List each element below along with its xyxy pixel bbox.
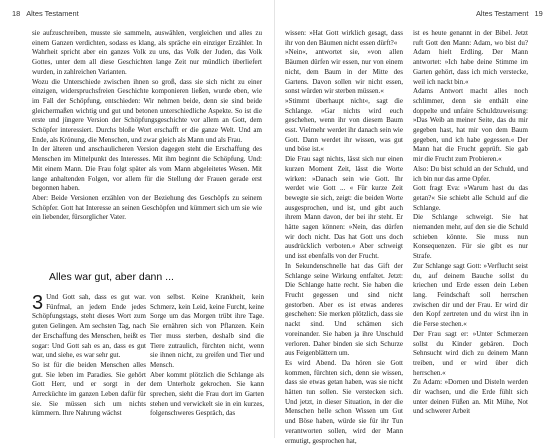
text-column-a <box>32 293 146 438</box>
column-paragraph: Der Frau sagt er: »Unter Schmerzen sollst du Kinder gebären. Doch Sehnsucht wird dich zu deinem Mann treiben, und er wird über dich herrschen.« <box>413 329 528 377</box>
page-number-left: 18 <box>12 9 21 18</box>
column-paragraph: Also: Du bist schuld an der Schuld, und ich bin nur das arme Opfer. <box>413 164 528 183</box>
section-heading: Alles war gut, aber dann ... <box>49 271 174 283</box>
page-gutter <box>274 0 275 438</box>
intro-paragraph: Wozu die Unterschiede zwischen ihnen so groß, dass sie sich nicht zu einer einzigen, widerspruchsfreien Geschichte komponieren ließen, wurde eben, wie im Fall der Schöpfung, entschieden: Wir nehmen beide, denn sie sind beide gleichermaßen wichtig und gut und betonen unterschiedliche Aspekte. So ist die erste und jüngere Version der Schöpfungsgeschichte vor allem an Gott, dem Schöpfer interessiert. Durchs bloße Wort erschafft er die ganze Welt. Und am Ende, als Krönung, die Menschen, und zwar gleich als Mann und als Frau. <box>32 77 262 144</box>
running-title-right: Altes Testament <box>476 9 529 18</box>
page-number-right: 19 <box>534 9 543 18</box>
running-head-left <box>12 9 79 18</box>
column-paragraph: Zur Schlange sagt Gott: »Verflucht seist du, auf deinem Bauche sollst du kriechen und Erde essen dein Leben lang. Feindschaft soll herrschen zwischen dir und der Frau. Er wird dir den Kopf zertreten und du wirst ihn in die Ferse stechen.« <box>413 261 528 329</box>
column-paragraph: Adams Antwort macht alles noch schlimmer, denn sie enthält eine doppelte und unfaire Schuldzuweisung: »Das Weib an meiner Seite, das du mir gegeben hast, hat mir von dem Baum gegeben, und ich habe gegessen.« Der Mann hat die Frucht geprüft. Sie gab mir die Frucht zum Probieren.« <box>413 87 528 164</box>
text-column-b <box>150 293 264 438</box>
intro-paragraph: sie aufzuschreiben, musste sie sammeln, auswählen, vergleichen und alles zu einem Ganzen verdichten, sodass es klang, als spräche ein einziger Erzähler. In Wahrheit spricht aber ein ganzes Volk zu uns, das Volk der Juden, das Volk Gottes, unter dem all diese Geschichten lange Zeit nur mündlich überliefert wurden, in zahlreichen Varianten. <box>32 29 262 76</box>
column-paragraph: Zu Adam: »Dornen und Disteln werden dir wachsen, und die Erde fühlt sich unter deinen Füßen an. Mit Mühe, Not und schwerer Arbeit <box>413 378 528 416</box>
column-paragraph: von selbst. Keine Krankheit, kein Schmerz, kein Leid, keine Furcht, keine Sorge um das Morgen trübt ihre Tage. Sie ernähren sich von Pflanzen. Kein Tier muss sterben, deshalb sind die Tiere zutraulich, fürchten nicht, wenn sie ihnen nicht, zu greifen und Tier und Mensch. <box>150 293 264 369</box>
intro-paragraph: Aber: Beide Versionen erzählen von der Beziehung des Geschöpfs zu seinem Schöpfer. Gott hat Interesse an seinen Geschöpfen und kümmert sich um sie wie ein liebender, fürsorglicher Vater. <box>32 193 262 222</box>
column-paragraph: »Stimmt überhaupt nicht«, sagt die Schlange. »Gar nichts wird euch geschehen, wenn ihr von diesem Baum esst. Vielmehr werdet ihr danach sein wie Gott. Dann werdet ihr wissen, was gut und böse ist.« <box>285 96 403 154</box>
text-column-d <box>413 29 528 438</box>
column-paragraph: Die Frau sagt nichts, lässt sich nur einen kurzen Moment Zeit, lässt die Worte wirken: »Danach sein wie Gott. Ihr werdet wie Gott ... « Für kurze Zeit bewegte sie sich, zeigt: die beiden Worte ausgesprochen, und ist, und gibt auch ihrem Mann davon, der bei ihr steht. Er hätte sagen können: »Nein, das dürfen wir doch nicht. Das hat Gott uns doch ausdrücklich verboten.« Aber schweigt und isst ebenfalls von der Frucht. <box>285 155 403 261</box>
column-paragraph-text: Und Gott sah, dass es gut war. Fünfmal, an jedem Ende jedes Schöpfungstags, steht dieses Wort zum guten Gelingen. Am sechsten Tag, nach der Erschaffung des Menschen, heißt es sogar: Und Gott sah es an, dass es gut war, und siehe, es war sehr gut. <box>32 293 146 360</box>
column-paragraph: Die Schlange schweigt. Sie hat niemanden mehr, auf den sie die Schuld schieben könnte. Sie muss nun Konsequenzen. Für sie gibt es nur Strafe. <box>413 213 528 261</box>
text-column-c <box>285 29 403 445</box>
column-paragraph: Aber kommt plötzlich die Schlange als dem Unterholz gekrochen. Sie kann sprechen, sieht die Frau dort im Garten stehen und verwickelt sie in ein kurzes, folgenschweres Gespräch, das <box>150 370 264 418</box>
running-head-right <box>476 9 543 18</box>
column-paragraph: »Nein«, antwortet sie, »von allen Bäumen dürfen wir essen, nur von einem nicht, dem Baum in der Mitte des Gartens. Davon sollen wir nicht essen, sonst würden wir sterben müssen.« <box>285 48 403 96</box>
column-paragraph: wissen: »Hat Gott wirklich gesagt, dass ihr von den Bäumen nicht essen dürft?« <box>285 29 403 47</box>
column-paragraph: ist es heute genannt in der Bibel. Jetzt ruft Gott den Mann: Adam, wo bist du? Adam hielt Erdling. Der Mann antwortet: »Ich habe deine Stimme im Garten gehört, dass ich mich verstecke, weil ich nackt bin.« <box>413 29 528 86</box>
intro-text-block <box>32 29 262 261</box>
running-title-left: Altes Testament <box>26 9 79 18</box>
column-paragraph: So ist für die beiden Menschen alles gut. Sie leben im Paradies. Sie gehört Gott Herr, und er sorgt in der Arrecküchte im ganzen Leben dafür für sie. Sie müssen sich um nichts kümmern. Ihre Nahrung wächst <box>32 360 146 418</box>
column-paragraph: In Sekundenschnelle hat das Gift der Schlange seine Wirkung entfaltet. Jetzt: Die Schlange hatte recht. Sie haben die Frucht gegessen und sind nicht gestorben. Aber es ist etwas anderes geschehen: Sie merken plötzlich, dass sie nackt sind. Und schämen sich voreinander. Sie haben ja ihre Unschuld verloren. Daher binden sie sich Schurze aus Feigenblättern um. <box>285 261 403 358</box>
column-paragraph: Es wird Abend. Da hören sie Gott kommen, fürchten sich, denn sie wissen, dass sie etwas getan haben, was sie nicht hätten tun sollen. Sie verstecken sich. Und jetzt, in dieser Situation, in der die Menschen helle schon Wissen um Gut und Böse haben, würde sie für ihr Tun verantworten sollen, wird der Mann ermutigt, gesprochen hat, <box>285 358 403 445</box>
column-paragraph: Gott fragt Eva: »Warum hast du das getan?« Sie schiebt alle Schuld auf die Schlange. <box>413 184 528 212</box>
intro-paragraph: In der älteren und anschaulicheren Version dagegen steht die Erschaffung des Menschen im Mittelpunkt des Interesses. Mit ihm beginnt die Schöpfung. Und: Mit einem Mann. Die Frau folgt später als vom Mann abgeleitetes Wesen. Mit lange anhaltenden Folgen, vor allem für die Stellung der Frauen gerade erst begonnen haben. <box>32 145 262 193</box>
column-paragraph <box>32 293 146 361</box>
chapter-number: 3 <box>32 292 44 314</box>
